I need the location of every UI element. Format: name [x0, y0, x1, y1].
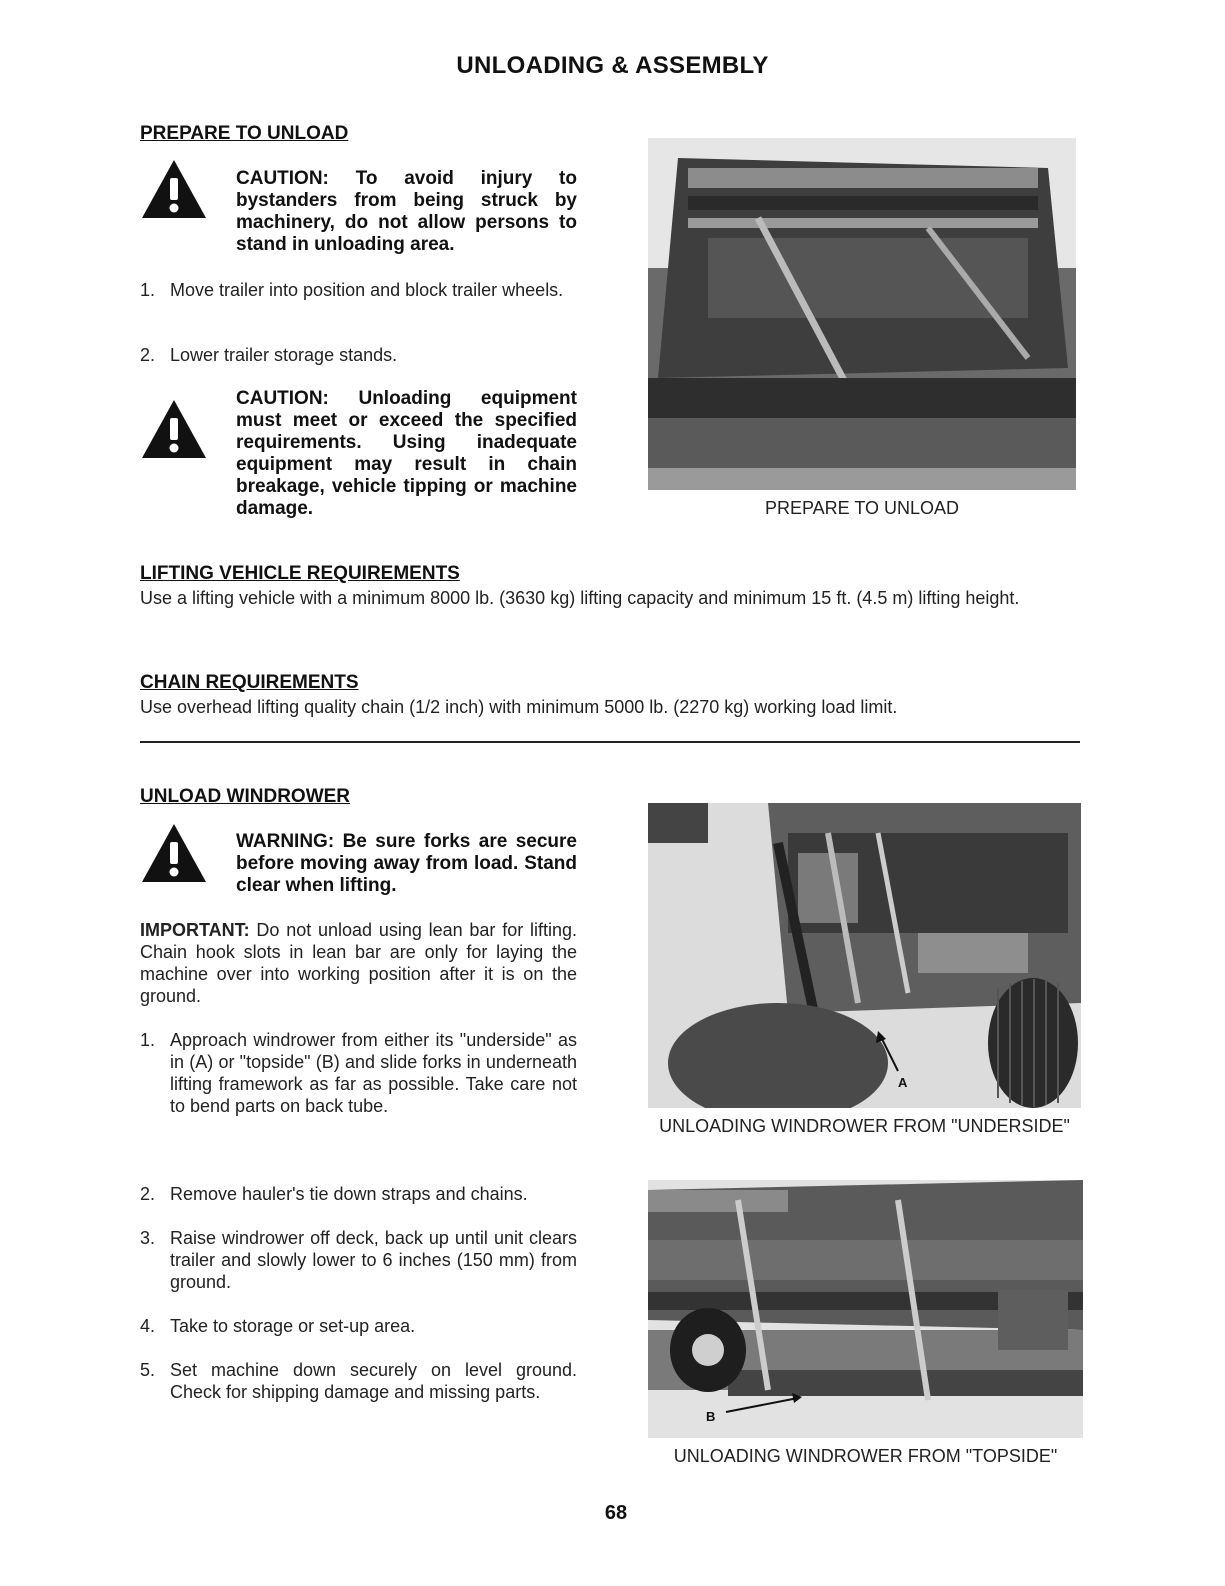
page-title: UNLOADING & ASSEMBLY [456, 52, 769, 79]
step-text: Approach windrower from either its "underside" as in (A) or "topside" (B) and slide forks in underneath lifting framework as far as possible. Take care not to bend parts on back tube. [170, 1030, 577, 1116]
chain-heading: CHAIN REQUIREMENTS [140, 672, 359, 693]
step-text: Remove hauler's tie down straps and chains. [170, 1184, 528, 1204]
prepare-step-1 [140, 279, 577, 323]
section-divider [140, 741, 1080, 743]
step-text: Take to storage or set-up area. [170, 1316, 416, 1336]
step-number: 1. [140, 1030, 156, 1050]
prepare-photo [648, 138, 1076, 490]
important-label: IMPORTANT: [140, 920, 250, 940]
warning-triangle-icon [140, 398, 208, 460]
unload-step-3 [140, 1227, 577, 1293]
topside-photo [648, 1180, 1083, 1438]
step-number: 4. [140, 1316, 156, 1336]
chain-text: Use overhead lifting quality chain (1/2 inch) with minimum 5000 lb. (2270 kg) working load limit. [140, 697, 898, 717]
prepare-step-2 [140, 344, 577, 366]
unload-step-2 [140, 1183, 577, 1205]
step-text: Move trailer into position and block trailer wheels. [170, 280, 564, 300]
step-number: 2. [140, 1184, 156, 1204]
unload-step-1 [140, 1029, 577, 1139]
step-number: 2. [140, 345, 156, 365]
warning-triangle-icon [140, 158, 208, 220]
step-number: 3. [140, 1228, 156, 1248]
step-text: Raise windrower off deck, back up until unit clears trailer and slowly lower to 6 inches (150 mm) from ground. [170, 1228, 577, 1292]
caution-bystanders: CAUTION: To avoid injury to bystanders from being struck by machinery, do not allow persons to stand in unloading area. [236, 168, 577, 255]
underside-photo [648, 803, 1081, 1108]
lifting-text: Use a lifting vehicle with a minimum 8000 lb. (3630 kg) lifting capacity and minimum 15 ft. (4.5 m) lifting height. [140, 588, 1020, 608]
warning-forks: WARNING: Be sure forks are secure before moving away from load. Stand clear when lifting. [236, 831, 577, 896]
lifting-heading: LIFTING VEHICLE REQUIREMENTS [140, 563, 460, 584]
caution-equipment: CAUTION: Unloading equipment must meet or exceed the specified requirements. Using inadequate equipment may result in chain breakage, vehicle tipping or machine damage. [236, 388, 577, 519]
step-number: 5. [140, 1360, 156, 1380]
unload-step-4 [140, 1315, 577, 1337]
photo-label-a: A [898, 1075, 908, 1090]
photo-label-b: B [706, 1409, 716, 1424]
prepare-photo-caption: PREPARE TO UNLOAD [764, 498, 960, 518]
important-text: Do not unload using lean bar for lifting. Chain hook slots in lean bar are only for laying the machine over into working position after it is on the ground. [140, 920, 577, 1006]
topside-photo-caption: UNLOADING WINDROWER FROM "TOPSIDE" [673, 1446, 1058, 1466]
prepare-heading: PREPARE TO UNLOAD [140, 123, 349, 144]
step-text: Set machine down securely on level ground. Check for shipping damage and missing parts. [170, 1360, 577, 1402]
important-note [140, 919, 577, 1007]
unload-step-5 [140, 1359, 577, 1425]
step-text: Lower trailer storage stands. [170, 345, 398, 365]
warning-triangle-icon [140, 822, 208, 884]
underside-photo-caption: UNLOADING WINDROWER FROM "UNDERSIDE" [659, 1116, 1070, 1136]
page-number: 68 [604, 1502, 628, 1524]
unload-heading: UNLOAD WINDROWER [140, 786, 351, 807]
step-number: 1. [140, 280, 156, 300]
